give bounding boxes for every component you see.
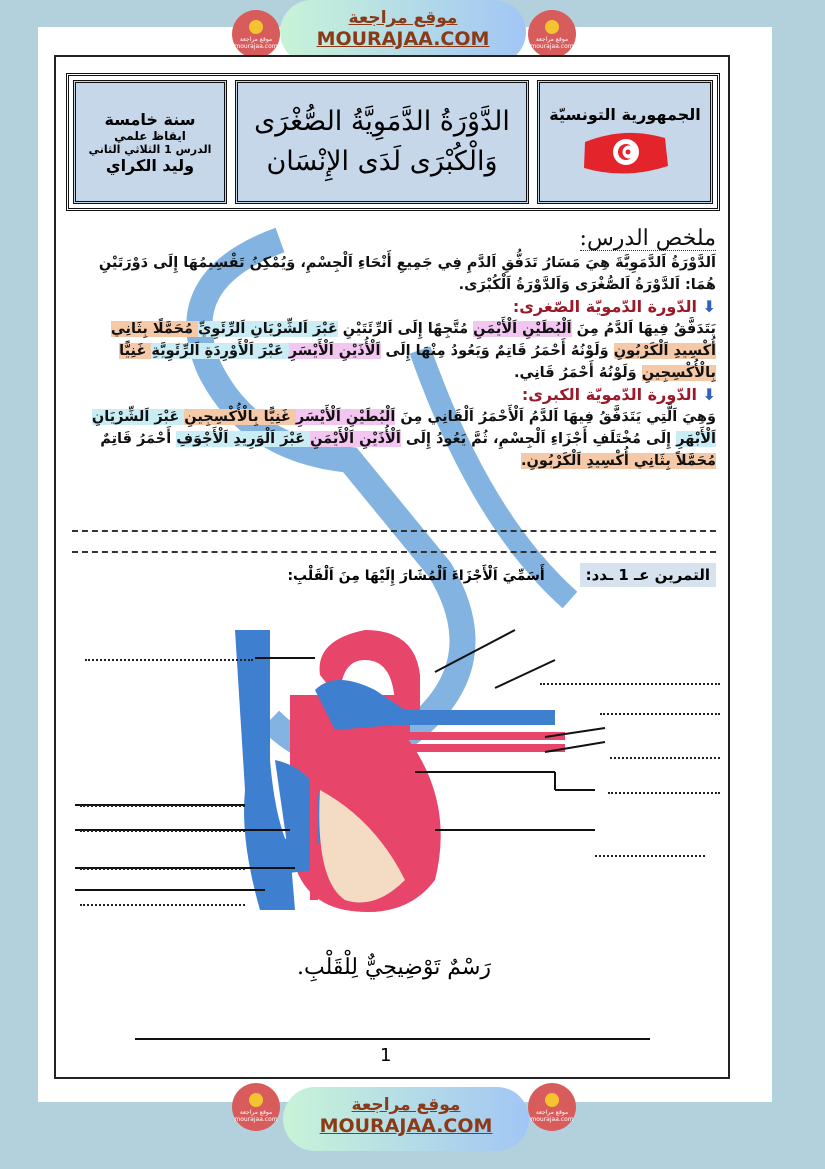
lesson: الدرس 1 الثلاثي الثاني [88, 142, 212, 156]
small-circulation-text [72, 318, 716, 384]
text-segment: وَلَوْنُهُ أَحْمَرُ قَانِي. [514, 365, 642, 381]
text-segment: عَبْرَ اَلشِّرْيَانِ اَلرِّئَوِيِّ [198, 321, 338, 337]
text-segment: غَنِيًّا بِالْأُكْسِجِينِ [184, 409, 296, 425]
text-segment: غَنِيًّا بِالْأُكْسِجِينِ [119, 343, 716, 381]
badge-text: موقع مراجعة mourajaa.com [234, 1109, 278, 1123]
heading-text: الدّورة الدّمويّة الكبرى: [521, 385, 698, 404]
country-name: الجمهورية التونسيّة [549, 104, 701, 124]
arrow-bullet-icon: ⬇ [702, 297, 716, 316]
text-segment: عَبْرَ اَلْوَرِيدِ اَلْأَجْوَفِ [176, 431, 311, 447]
exercise-label: التمرين عـ 1 ـدد: [580, 563, 716, 587]
subject: ايقاظ علمي [114, 128, 186, 143]
arrow-bullet-icon: ⬇ [702, 385, 716, 404]
title-line-1: الدَّوْرَةُ الدَّمَوِيَّةُ الصُّغْرَى [254, 106, 510, 137]
text-segment: وَهِيَ اَلَّتِي يَتَدَفَّقُ فِيهَا اَلدَّمُ اَلْأَحْمَرُ اَلْقَانِي مِنَ [395, 409, 716, 425]
worksheet-header [66, 73, 720, 211]
heading-text: الدّورة الدّمويّة الصّغرى: [512, 297, 698, 316]
diagram-caption: رَسْمٌ تَوْضِيحِيٌّ لِلْقَلْبِ. [296, 955, 492, 980]
text-segment: اَلْأُذَيْنِ اَلْأَيْمَنِ [310, 431, 401, 447]
tunisia-flag-icon [580, 124, 670, 180]
answer-line[interactable] [72, 530, 716, 532]
label-blank-7[interactable] [80, 830, 245, 832]
text-segment: يَتَدَفَّقُ فِيهَا اَلدَّمُ مِنَ [571, 321, 716, 337]
label-blank-6[interactable] [80, 805, 245, 807]
banner-latin: MOURAJAA.COM [316, 28, 490, 50]
badge-text: موقع مراجعة mourajaa.com [530, 36, 574, 50]
summary-heading: ملخص الدرس: [579, 226, 716, 251]
country-box [537, 80, 713, 204]
grade: سنة خامسة [104, 109, 196, 129]
text-segment: مُحَمَّلًا بِثَانِي أُكْسِيدِ اَلْكَرْبُونِ [110, 321, 716, 359]
answer-line[interactable] [72, 551, 716, 553]
exercise-instruction: أَسَمِّيَ اَلْأَجْزَاءَ اَلْمُشَارَ إِلَيْهَا مِنَ اَلْقَلْبِ: [287, 568, 545, 584]
text-segment: عَبْرَ اَلْأَوْرِدَةِ اَلرِّئَوِيَّةِ [151, 343, 289, 359]
large-circulation-heading [72, 384, 716, 406]
small-circulation-heading [72, 296, 716, 318]
label-blank-10[interactable] [80, 904, 245, 906]
badge-text: موقع مراجعة mourajaa.com [234, 36, 278, 50]
text-segment: مُتَّجِهًا إِلَى اَلرِّئَتَيْنِ [337, 321, 474, 337]
site-logo-badge [232, 1083, 280, 1131]
text-segment: أَحْمَرُ قَاتِمٌ [100, 431, 177, 447]
label-blank-9[interactable] [80, 868, 245, 870]
banner-arabic: موقع مراجعة [348, 8, 458, 28]
site-logo-badge [528, 10, 576, 58]
label-blank-5[interactable] [608, 792, 720, 794]
badge-text: موقع مراجعة mourajaa.com [530, 1109, 574, 1123]
banner-latin: MOURAJAA.COM [319, 1115, 493, 1137]
site-logo-badge [528, 1083, 576, 1131]
label-blank-2[interactable] [540, 683, 720, 685]
page-number: 1 [380, 1045, 392, 1066]
label-blank-3[interactable] [600, 713, 720, 715]
summary-intro: اَلدَّوْرَةُ اَلدَّمَوِيَّةَ هِيَ مَسَارُ تَدَفُّقِ اَلدَّمِ فِي جَمِيعِ أَنْحَاءِ اَلْجِسْمِ، وَيُمْكِنُ تَقْسِيمُهَا إِلَى دَوْرَتَيْنِ هُمَا: اَلدَّوْرَةُ اَلصُّغْرَى وَاَلدَّوْرَةُ اَلْكُبْرَى. [98, 255, 716, 293]
info-box [73, 80, 227, 204]
heart-diagram [75, 620, 725, 930]
title-line-2: وَالْكُبْرَى لَدَى الإِنْسَان [266, 146, 498, 177]
text-segment: إِلَى مُخْتَلَفِ أَجْزَاءِ اَلْجِسْمِ، ثُمَّ يَعُودُ إِلَى [400, 431, 677, 447]
label-blank-4[interactable] [610, 757, 720, 759]
label-blank-8[interactable] [595, 855, 705, 857]
banner-arabic: موقع مراجعة [351, 1095, 461, 1115]
site-banner-bottom[interactable] [283, 1087, 529, 1151]
large-circulation-text [72, 406, 716, 472]
site-logo-badge [232, 10, 280, 58]
text-segment: اَلْبُطَيْنِ اَلْأَيْمَنِ [473, 321, 572, 337]
teacher-name: وليد الكراي [105, 155, 195, 175]
text-segment: اَلْأُذَيْنِ اَلْأَيْسَرِ [288, 343, 381, 359]
text-segment: وَلَوْنُهُ أَحْمَرُ قَاتِمٌ وَيَعُودُ مِنْهَا إِلَى [380, 343, 614, 359]
label-blank-1[interactable] [85, 659, 253, 661]
text-segment: عَبْرَ اَلشِّرْيَانِ اَلْأَبْهَرِ [91, 409, 716, 447]
footer-line [135, 1038, 650, 1040]
text-segment: مُحَمَّلاً بِثَانِي أُكْسِيدِ اَلْكَرْبُونِ. [521, 453, 716, 469]
title-box [235, 80, 529, 204]
text-segment: اَلْبُطَيْنِ اَلْأَيْسَرِ [295, 409, 396, 425]
